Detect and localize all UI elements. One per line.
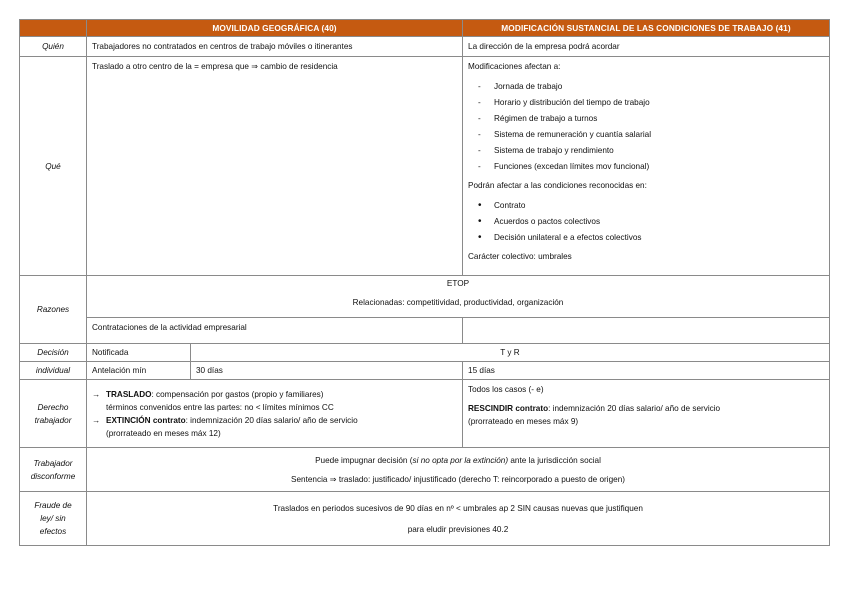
header-modificacion: MODIFICACIÓN SUSTANCIAL DE LAS CONDICIONES DE TRABAJO (41) (463, 20, 830, 37)
disconforme-text-italic: si no opta por la extinción) (412, 455, 509, 465)
row-razones-2 (20, 318, 830, 344)
decision-notif-value: T y R (191, 344, 830, 362)
derecho-modificacion (463, 380, 830, 448)
traslado-text: : compensación por gastos (propio y familiares) (151, 389, 324, 399)
derecho-extincion-2: (prorrateado en meses máx 12) (106, 428, 221, 438)
derecho-traslado (92, 388, 457, 401)
derecho-extincion (92, 414, 457, 427)
razones-relacionadas: Relacionadas: competitividad, productividad, organización (352, 298, 564, 307)
que-mod-intro: Modificaciones afectan a: (468, 62, 561, 71)
que-mod-footer: Carácter colectivo: umbrales (468, 252, 572, 261)
label-decision: Decisión (20, 344, 87, 362)
decision-antel-modificacion: 15 días (463, 362, 830, 380)
list-item: - Sistema de remuneración y cuantía salarial (478, 127, 824, 143)
fraude-content (87, 492, 830, 546)
disconforme-text-a: Puede impugnar decisión ( (315, 455, 413, 465)
row-quien (20, 37, 830, 57)
rescindir-label: RESCINDIR contrato (468, 404, 549, 413)
header-corner (20, 20, 87, 37)
decision-antel-movilidad: 30 días (191, 362, 463, 380)
que-modificacion (463, 57, 830, 276)
derecho-traslado-2: términos convenidos entre las partes: no < límites mínimos CC (106, 402, 334, 412)
list-item: • Decisión unilateral e a efectos colectivos (478, 230, 824, 246)
list-item: - Jornada de trabajo (478, 79, 824, 95)
row-razones-1 (20, 276, 830, 318)
label-individual: individual (20, 362, 87, 380)
row-disconforme (20, 448, 830, 492)
list-item: - Sistema de trabajo y rendimiento (478, 143, 824, 159)
row-derecho (20, 380, 830, 448)
label-fraude-1: Fraude de (34, 501, 72, 510)
list-item: - Horario y distribución del tiempo de trabajo (478, 95, 824, 111)
header-row (20, 20, 830, 37)
quien-modificacion: La dirección de la empresa podrá acordar (463, 37, 830, 57)
label-quien: Quién (20, 37, 87, 57)
row-decision-2 (20, 362, 830, 380)
row-decision-1 (20, 344, 830, 362)
list-item: - Funciones (excedan límites mov funcional) (478, 159, 824, 175)
que-movilidad: Traslado a otro centro de la = empresa que ⇒ cambio de residencia (87, 57, 463, 276)
label-fraude-2: ley/ sin (40, 514, 66, 523)
label-disconforme-2: disconforme (30, 471, 76, 481)
label-disconforme-1: Trabajador (33, 458, 73, 468)
extincion-text: : indemnización 20 días salario/ año de servicio (185, 415, 358, 425)
row-que (20, 57, 830, 276)
label-fraude (20, 492, 87, 546)
arrow-icon: → (92, 389, 101, 399)
derecho-mod-line1: Todos los casos (- e) (468, 385, 544, 394)
list-item: • Contrato (478, 198, 824, 214)
label-razones: Razones (20, 276, 87, 344)
label-derecho-1: Derecho (37, 402, 69, 412)
arrow-icon: → (92, 415, 101, 425)
fraude-line2: para eludir previsiones 40.2 (407, 524, 509, 534)
razones-etop: ETOP (446, 279, 470, 288)
que-mod-list (478, 79, 824, 175)
derecho-rescindir (468, 402, 824, 415)
disconforme-text-b: ante la jurisdicción social (508, 455, 601, 465)
razones-modificacion (463, 318, 830, 344)
rescindir-text: : indemnización 20 días salario/ año de servicio (548, 404, 721, 413)
label-fraude-3: efectos (39, 527, 67, 536)
razones-shared (87, 276, 830, 318)
decision-antel-label: Antelación mín (87, 362, 191, 380)
traslado-label: TRASLADO (106, 389, 152, 399)
label-derecho (20, 380, 87, 448)
list-item: • Acuerdos o pactos colectivos (478, 214, 824, 230)
extincion-label: EXTINCIÓN contrato (106, 415, 186, 425)
razones-movilidad: Contrataciones de la actividad empresarial (87, 318, 463, 344)
row-fraude (20, 492, 830, 546)
quien-movilidad: Trabajadores no contratados en centros de trabajo móviles o itinerantes (87, 37, 463, 57)
label-derecho-2: trabajador (34, 415, 72, 425)
derecho-movilidad (87, 380, 463, 448)
label-que: Qué (20, 57, 87, 276)
comparison-table (19, 19, 830, 546)
label-disconforme (20, 448, 87, 492)
header-movilidad: MOVILIDAD GEOGRÁFICA (40) (87, 20, 463, 37)
decision-notif-label: Notificada (87, 344, 191, 362)
disconforme-line2: Sentencia ⇒ traslado: justificado/ injustificado (derecho T: reincorporado a puesto de origen) (291, 474, 625, 484)
list-item: - Régimen de trabajo a turnos (478, 111, 824, 127)
fraude-line1: Traslados en periodos sucesivos de 90 días en nº < umbrales ap 2 SIN causas nuevas que justifiquen (273, 503, 643, 513)
disconforme-line1 (92, 454, 824, 467)
que-mod-list2 (478, 198, 824, 246)
disconforme-content (87, 448, 830, 492)
que-mod-intro2: Podrán afectar a las condiciones reconocidas en: (468, 181, 647, 190)
derecho-rescindir-2: (prorrateado en meses máx 9) (468, 417, 579, 426)
